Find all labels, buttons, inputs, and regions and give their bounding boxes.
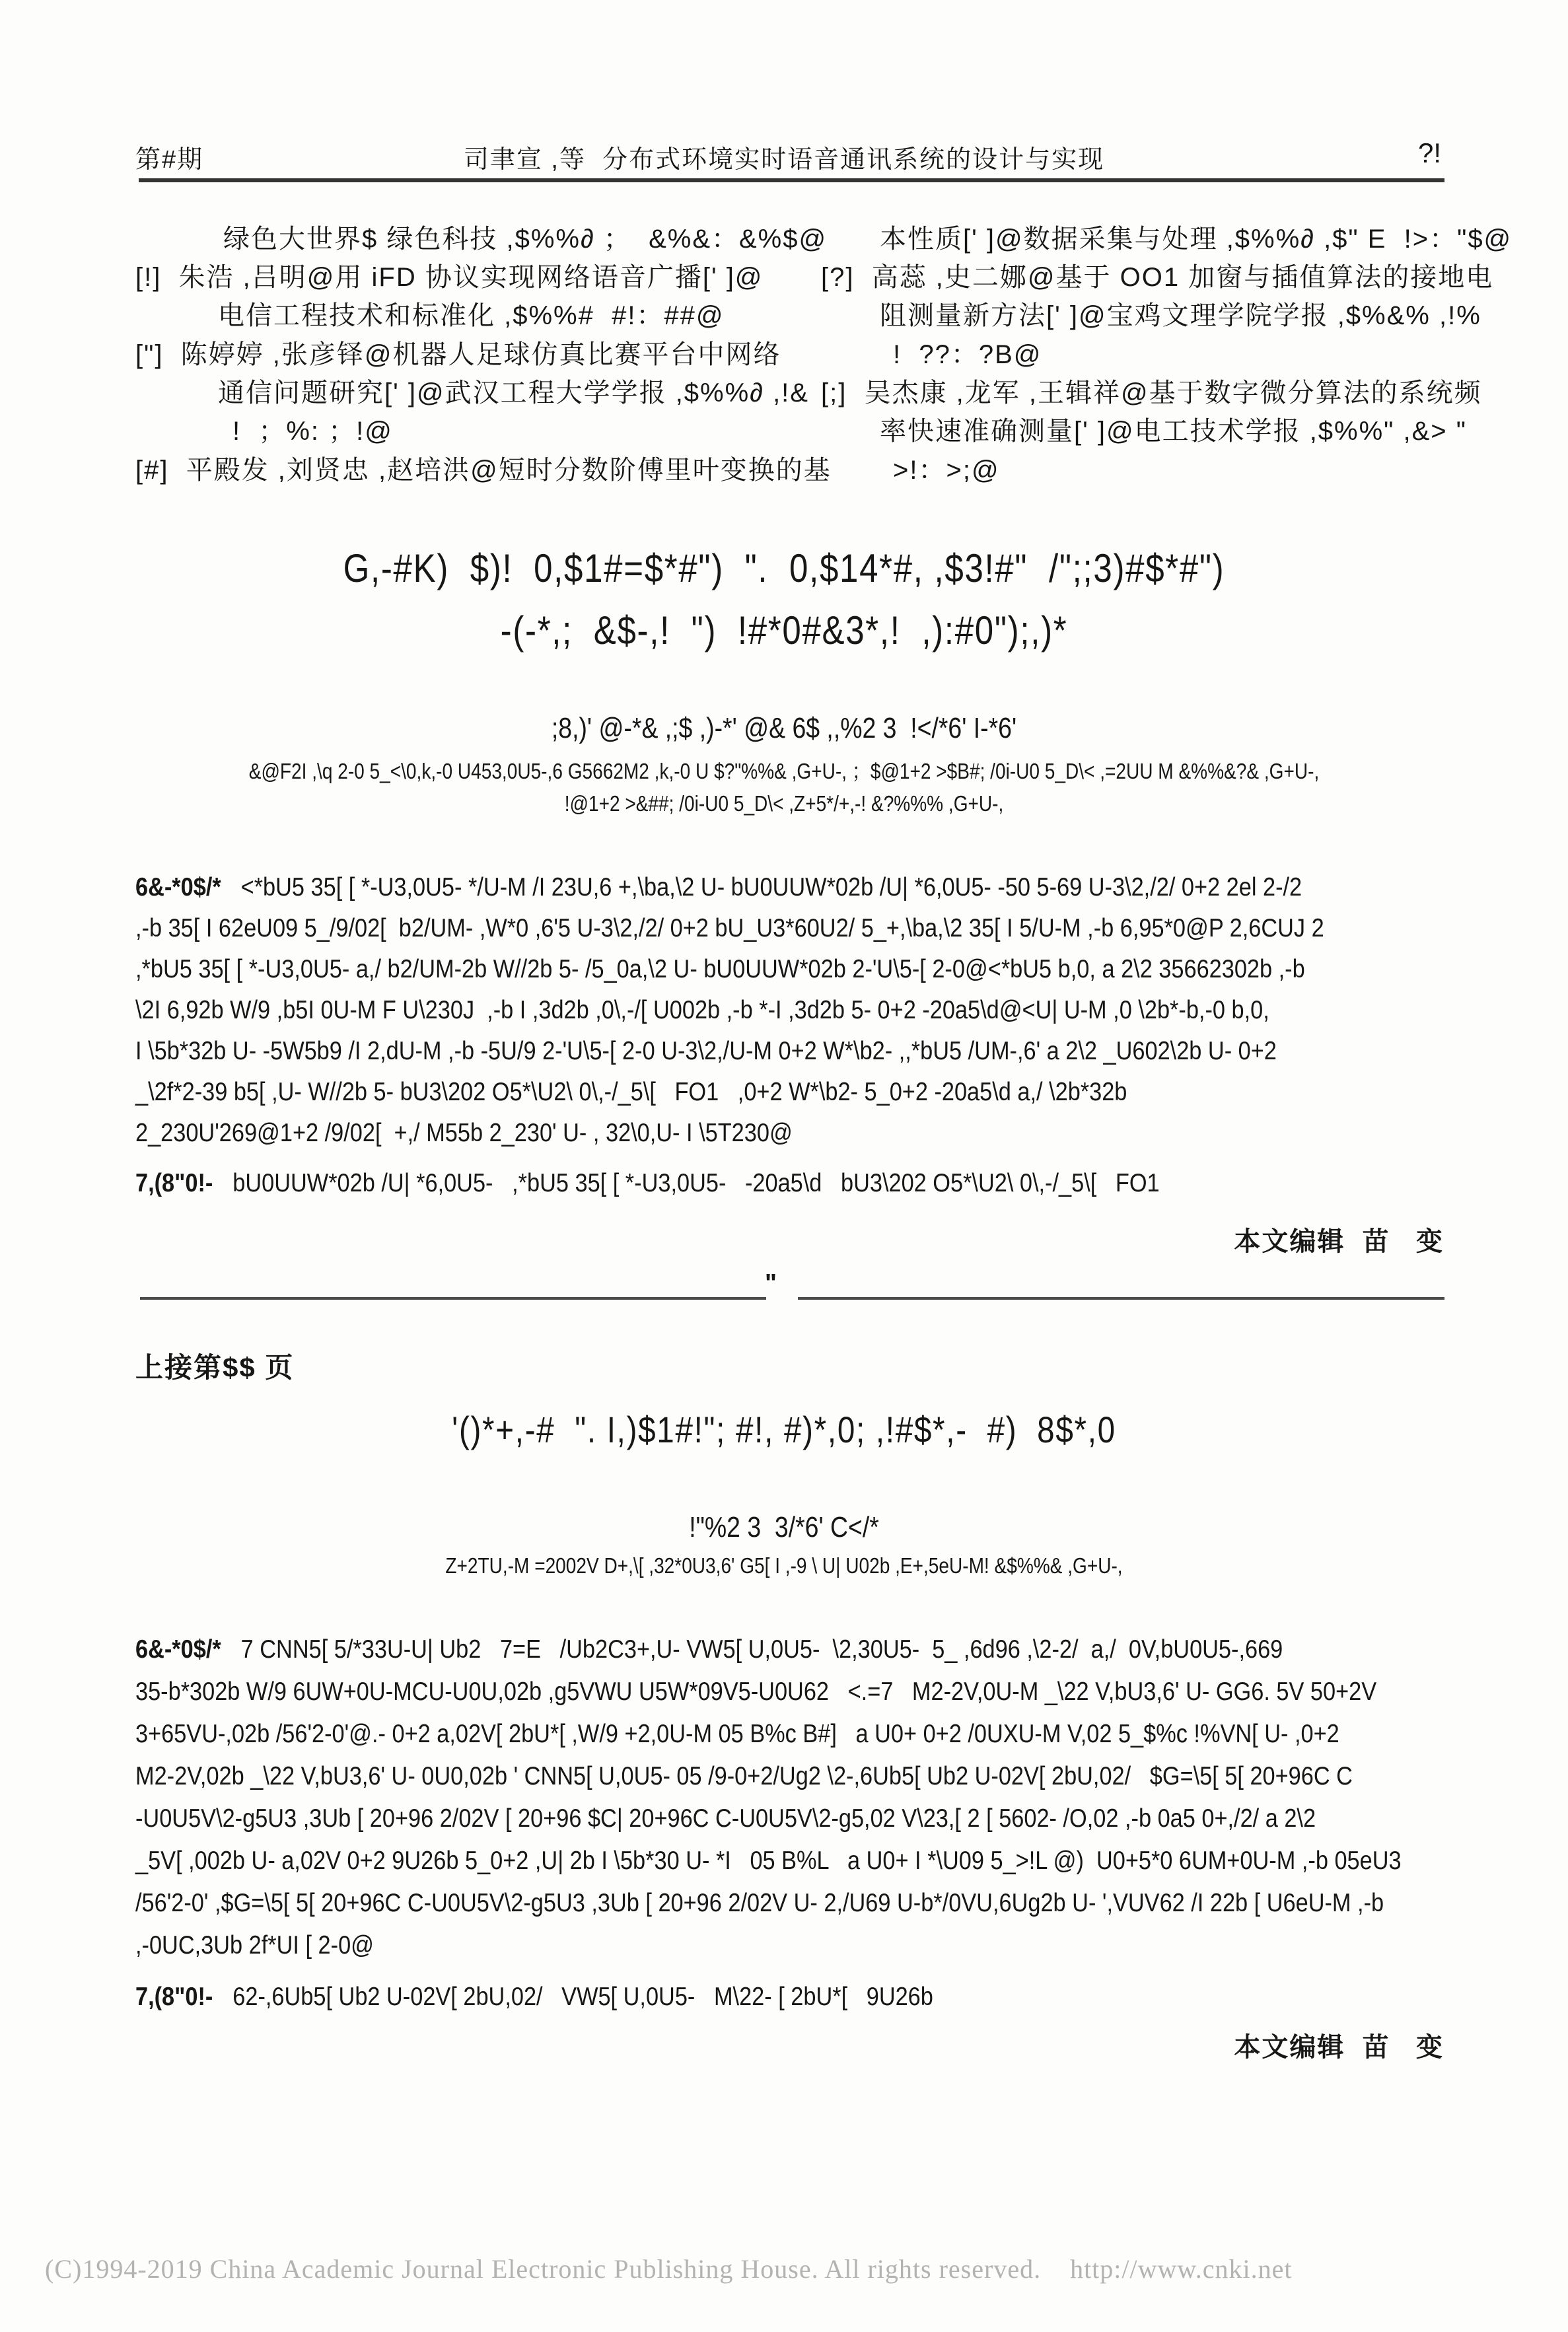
page-number: ?! bbox=[1417, 137, 1441, 168]
keywords-line bbox=[135, 1169, 1160, 1198]
abstract-line: M2-2V,02b _\22 V,bU3,6' U- 0U0,02b ' CNN5[ U,0U5- 05 /9-0+2/Ug2 \2-,6Ub5[ Ub2 U-02V[ 2bU,02/ $G=\5[ 5[ 20+96C C bbox=[135, 1762, 1353, 1790]
reference-line: >!：>;@ bbox=[893, 456, 1000, 485]
running-title: 司聿宣 ,等 分布式环境实时语音通讯系统的设计与实现 bbox=[463, 146, 1105, 174]
section-divider-right bbox=[798, 1297, 1444, 1300]
header-rule bbox=[139, 178, 1444, 182]
abstract-line: ,*bU5 35[ [ *-U3,0U5- a,/ b2/UM-2b W//2b 5- /5_0a,\2 U- bU0UUW*02b 2-'U\5-[ 2-0@<*bU5 b,0, a 2\2 35662302b ,-b bbox=[135, 955, 1305, 983]
abstract-text: <*bU5 35[ [ *-U3,0U5- */U-M /I 23U,6 +,\ba,\2 U- bU0UUW*02b /U| *6,0U5- -50 5-69 U-3\2,/2/ 0+2 2el 2-/2 bbox=[240, 873, 1302, 901]
issue-label: 第#期 bbox=[135, 146, 204, 174]
cnki-watermark: (C)1994-2019 China Academic Journal Electronic Publishing House. All rights reserved. http://www.cnki.net bbox=[45, 2254, 1293, 2284]
editor-note: 本文编辑 苗 变 bbox=[1234, 1227, 1444, 1256]
abstract-line bbox=[135, 1635, 1283, 1664]
abstract-label: 6&-*0$/* bbox=[135, 873, 221, 901]
article2-title: '()*+,-# ". I,)$1#!"; #!, #)*,0; ,!#$*,- #) 8$*,0 bbox=[452, 1409, 1116, 1450]
reference-line: ! ??：?B@ bbox=[893, 340, 1042, 369]
section-divider-left bbox=[140, 1297, 766, 1300]
abstract-line: -U0U5V\2-g5U3 ,3Ub [ 20+96 2/02V [ 20+96 $C| 20+96C C-U0U5V\2-g5,02 V\23,[ 2 [ 5602- /O,02 ,-b 0a5 0+,/2/ a 2\2 bbox=[135, 1804, 1316, 1833]
reference-line: 率快速准确测量[' ]@电工技术学报 ,$%%" ,&> " bbox=[880, 417, 1467, 446]
abstract-line: /56'2-0' ,$G=\5[ 5[ 20+96C C-U0U5V\2-g5U3 ,3Ub [ 20+96 2/02V U- 2,/U69 U-b*/0VU,6Ug2b U- ',VUV62 /I 22b [ U6eU-M ,-b bbox=[135, 1889, 1384, 1917]
reference-line: ["] 陈婷婷 ,张彦铎@机器人足球仿真比赛平台中网络 bbox=[135, 340, 781, 369]
abstract-line bbox=[135, 873, 1302, 902]
reference-line: 通信问题研究[' ]@武汉工程大学学报 ,$%%∂ ,!& bbox=[218, 378, 809, 407]
article1-affiliation-line1: &@F2I ,\q 2-0 5_<\0,k,-0 U453,0U5-,6 G5662M2 ,k,-0 U $?"%%& ,G+U-, ；$@1+2 >$B#; /0i-U0 5_D\< ,=2UU M &%%&?& ,G+U-, bbox=[248, 759, 1320, 783]
abstract-line: 3+65VU-,02b /56'2-0'@.- 0+2 a,02V[ 2bU*[ ,W/9 +2,0U-M 05 B%c B#] a U0+ 0+2 /0UXU-M V,02 5_$%c !%VN[ U- ,0+2 bbox=[135, 1720, 1339, 1748]
reference-line: [#] 平殿发 ,刘贤忠 ,赵培洪@短时分数阶傅里叶变换的基 bbox=[135, 456, 832, 485]
abstract-line: _5V[ ,002b U- a,02V 0+2 9U26b 5_0+2 ,U| 2b I \5b*30 U- *I 05 B%L a U0+ I *\U09 5_>!L @) U0+5*0 6UM+0U-M ,-b 05eU3 bbox=[135, 1847, 1402, 1875]
reference-line: 阻测量新方法[' ]@宝鸡文理学院学报 ,$%&% ,!% bbox=[880, 301, 1481, 330]
reference-line: 本性质[' ]@数据采集与处理 ,$%%∂ ,$" E !>："$@ bbox=[880, 225, 1513, 254]
article1-title-line1: G,-#K) $)! 0,$1#=$*#") ". 0,$14*#, ,$3!#" /";;3)#$*#") bbox=[343, 546, 1225, 590]
article1-affiliation-line2: !@1+2 >&##; /0i-U0 5_D\< ,Z+5*/+,-! &?%%% ,G+U-, bbox=[564, 791, 1004, 816]
editor-note: 本文编辑 苗 变 bbox=[1234, 2033, 1444, 2062]
reference-line: 绿色大世界$ 绿色科技 ,$%%∂ ； &%&：&%$@ bbox=[223, 225, 828, 254]
reference-line: [!] 朱浩 ,吕明@用 iFD 协议实现网络语音广播[' ]@ bbox=[135, 263, 764, 292]
keywords-label: 7,(8"0!- bbox=[135, 1983, 213, 2011]
abstract-line: ,-b 35[ I 62eU09 5_/9/02[ b2/UM- ,W*0 ,6'5 U-3\2,/2/ 0+2 bU_U3*60U2/ 5_+,\ba,\2 35[ I 5/U-M ,-b 6,95*0@P 2,6CUJ 2 bbox=[135, 914, 1324, 942]
keywords-line bbox=[135, 1983, 933, 2012]
keywords-text: bU0UUW*02b /U| *6,0U5- ,*bU5 35[ [ *-U3,0U5- -20a5\d bU3\202 O5*\U2\ 0\,-/_5\[ FO1 bbox=[232, 1169, 1160, 1197]
abstract-label: 6&-*0$/* bbox=[135, 1635, 221, 1664]
abstract-text: 7 CNN5[ 5/*33U-U| Ub2 7=E /Ub2C3+,U- VW5[ U,0U5- \2,30U5- 5_ ,6d96 ,\2-2/ a,/ 0V,bU0U5-,669 bbox=[240, 1635, 1283, 1664]
reference-line: [?] 高蕊 ,史二娜@基于 OO1 加窗与插值算法的接地电 bbox=[821, 263, 1494, 292]
abstract-line: _\2f*2-39 b5[ ,U- W//2b 5- bU3\202 O5*\U2\ 0\,-/_5\[ FO1 ,0+2 W*\b2- 5_0+2 -20a5\d a,/ \2b*32b bbox=[135, 1078, 1127, 1106]
article2-affiliation: Z+2TU,-M =2002V D+,\[ ,32*0U3,6' G5[ I ,-9 \ U| U02b ,E+,5eU-M! &$%%& ,G+U-, bbox=[445, 1553, 1123, 1578]
abstract-line: 2_230U'269@1+2 /9/02[ +,/ M55b 2_230' U- , 32\0,U- I \5T230@ bbox=[135, 1119, 793, 1147]
reference-line: [;] 吴杰康 ,龙军 ,王辑祥@基于数字微分算法的系统频 bbox=[821, 378, 1482, 407]
reference-line: ! ；%: ；!@ bbox=[232, 417, 393, 446]
abstract-line: 35-b*302b W/9 6UW+0U-MCU-U0U,02b ,g5VWU U5W*09V5-U0U62 <.=7 M2-2V,0U-M _\22 V,bU3,6' U- GG6. 5V 50+2V bbox=[135, 1678, 1377, 1706]
keywords-label: 7,(8"0!- bbox=[135, 1169, 213, 1197]
article2-authors: !"%2 3 3/*6' C</* bbox=[689, 1511, 879, 1543]
reference-line: 电信工程技术和标准化 ,$%%# #!：##@ bbox=[218, 301, 725, 330]
abstract-line: \2I 6,92b W/9 ,b5I 0U-M F U\230J ,-b I ,3d2b ,0\,-/[ U002b ,-b *-I ,3d2b 5- 0+2 -20a5\d@<U| U-M ,0 \2b*-b,-0 b,0, bbox=[135, 996, 1269, 1024]
abstract-line: ,-0UC,3Ub 2f*UI [ 2-0@ bbox=[135, 1931, 374, 1960]
article1-authors: ;8,)' @-*& ,;$ ,)-*' @& 6$ ,,%2 3 !</*6' I-*6' bbox=[551, 712, 1017, 744]
article1-title-line2: -(-*,; &$-,! ") !#*0#&3*,! ,):#0");,)* bbox=[500, 608, 1068, 653]
continued-from-note: 上接第$$ 页 bbox=[135, 1352, 295, 1383]
divider-quote-mark: " bbox=[765, 1269, 777, 1297]
abstract-line: I \5b*32b U- -5W5b9 /I 2,dU-M ,-b -5U/9 2-'U\5-[ 2-0 U-3\2,/U-M 0+2 W*\b2- ,,*bU5 /UM-,6' a 2\2 _U602\2b U- 0+2 bbox=[135, 1037, 1277, 1065]
keywords-text: 62-,6Ub5[ Ub2 U-02V[ 2bU,02/ VW5[ U,0U5- M\22- [ 2bU*[ 9U26b bbox=[232, 1983, 933, 2011]
